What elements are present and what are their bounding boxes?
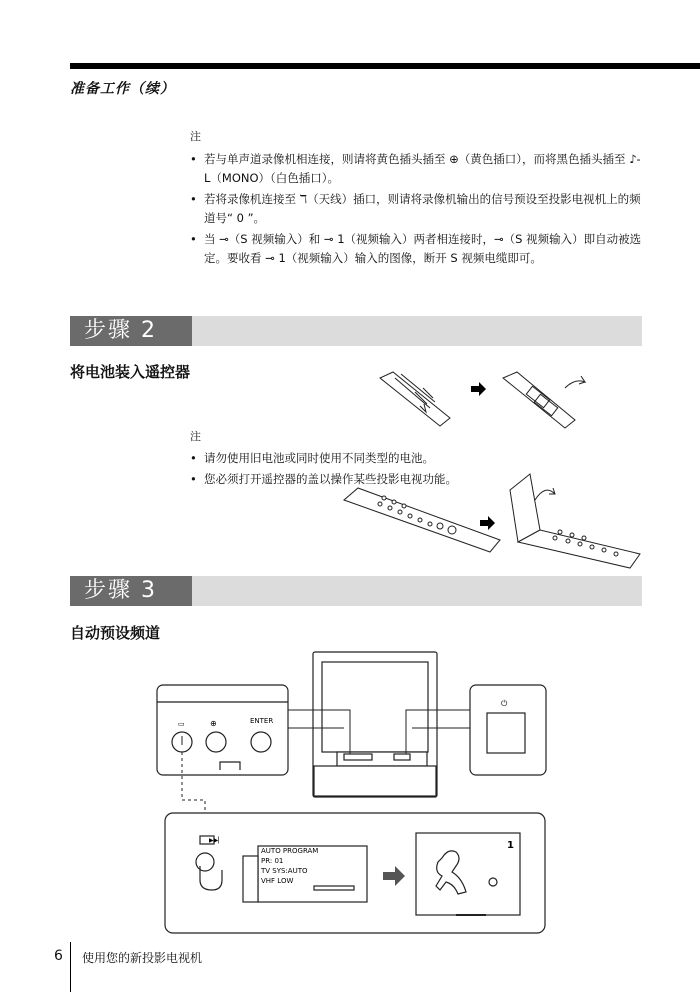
osd-line3: TV SYS:AUTO	[261, 867, 308, 875]
note-label: 注	[190, 130, 201, 143]
play-button-icon: ▶▶▏	[209, 837, 223, 844]
osd-line2: PR: 01	[261, 857, 284, 865]
battery-install-illustration	[375, 368, 590, 438]
osd-line4: VHF LOW	[261, 877, 294, 885]
notes-list	[190, 150, 642, 270]
power-panel	[470, 685, 546, 775]
note-item: • 若与单声道录像机相连接，则请将黄色插头插至 ⊕（黄色插口），而将黑色插头插至 ♪-L（MONO）（白色插口）。	[190, 150, 642, 188]
front-panel-buttons	[157, 685, 288, 775]
arrow-right-icon	[480, 516, 495, 530]
auto-program-panel	[165, 813, 545, 933]
power-icon: ⏻	[501, 699, 508, 708]
remote-open-icon	[510, 474, 640, 568]
remote-battery-icon	[503, 372, 585, 428]
footer-rule	[70, 942, 71, 992]
step2-bar	[70, 316, 642, 346]
program-label-icon: ▭	[178, 720, 185, 728]
step3-bar	[70, 576, 642, 606]
remote-cover-illustration	[340, 470, 645, 570]
note-item: • 若将录像机连接至 ℸ（天线）插口，则请将录像机输出的信号预设至投影电视机上的频道号“ 0 ”。	[190, 190, 642, 228]
projection-tv-icon	[313, 652, 437, 797]
arrow-right-icon	[471, 382, 486, 396]
input-select-icon: ⊕	[210, 719, 217, 728]
step2-tag: 步骤 2	[70, 316, 192, 346]
tv-channel-number: 1	[507, 840, 514, 851]
step3-title: 自动预设频道	[70, 624, 161, 642]
osd-line1: AUTO PROGRAM	[261, 847, 319, 855]
note-item: • 请勿使用旧电池或同时使用不同类型的电池。	[190, 449, 510, 468]
page-number: 6	[54, 948, 63, 964]
header-rule	[70, 63, 700, 69]
auto-preset-illustration	[150, 650, 550, 940]
step3-tag: 步骤 3	[70, 576, 192, 606]
note-label: 注	[190, 430, 201, 443]
section-title: 准备工作（续）	[70, 81, 175, 97]
remote-back-icon	[380, 372, 450, 426]
step2-title: 将电池装入遥控器	[70, 363, 191, 381]
remote-closed-icon	[344, 488, 500, 552]
enter-label: ENTER	[250, 717, 274, 725]
footer-text: 使用您的新投影电视机	[82, 951, 203, 965]
note-item: • 当 ⊸（S 视频输入）和 ⊸ 1（视频输入）两者相连接时，⊸（S 视频输入）即自动被选定。要收看 ⊸ 1（视频输入）输入的图像，断开 S 视频电缆即可。	[190, 230, 642, 268]
note-item: • 您必须打开遥控器的盖以操作某些投影电视功能。	[190, 470, 510, 489]
